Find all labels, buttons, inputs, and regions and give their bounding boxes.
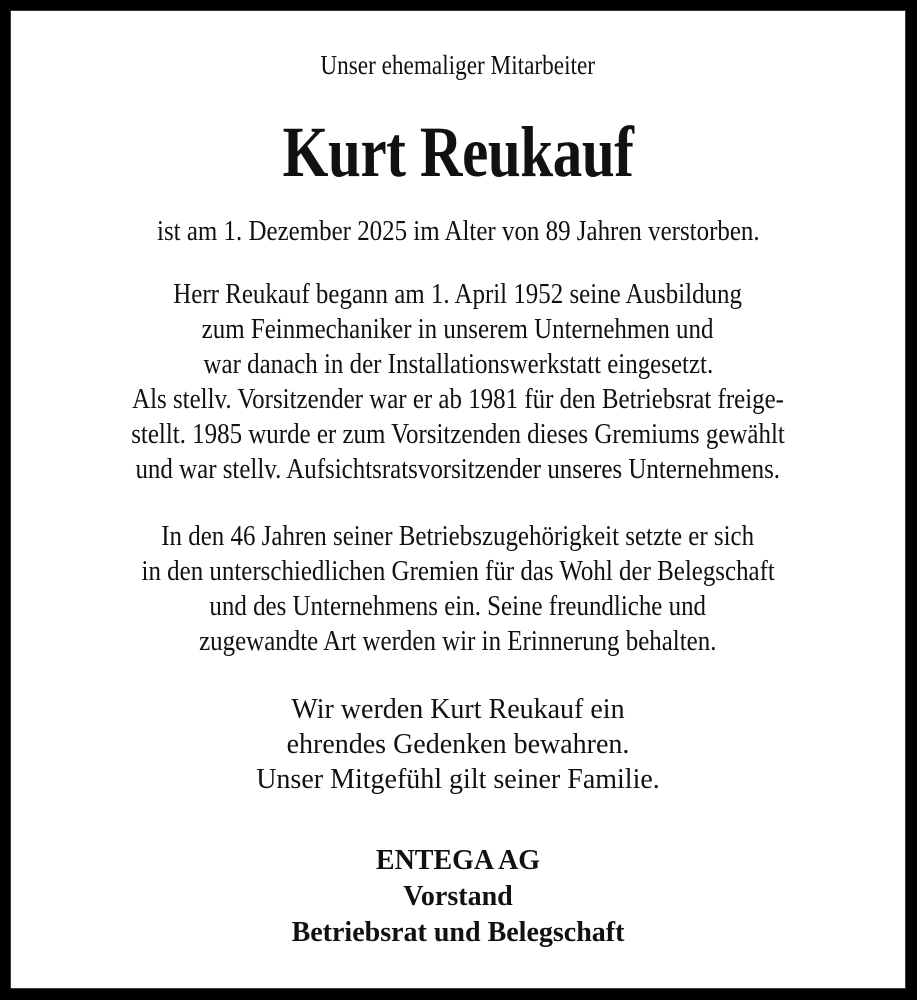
- paragraph-line: [11, 520, 905, 553]
- paragraph-line-text: In den 46 Jahren seiner Betriebszugehörigkeit setzte er sich: [161, 520, 755, 552]
- paragraph-line: [11, 418, 905, 451]
- deceased-name: [11, 111, 905, 194]
- paragraph-line-text: zugewandte Art werden wir in Erinnerung behalten.: [199, 625, 717, 657]
- closing-line: [11, 764, 905, 796]
- obituary-frame: [10, 10, 906, 989]
- paragraph-line: [11, 625, 905, 658]
- paragraph-line: [11, 348, 905, 381]
- paragraph-line-text: und des Unternehmens ein. Seine freundliche und: [209, 590, 707, 622]
- paragraph-line-text: stellt. 1985 wurde er zum Vorsitzenden dieses Gremiums gewählt: [131, 418, 785, 450]
- signature-board: [11, 881, 905, 913]
- paragraph-line-text: Als stellv. Vorsitzender war er ab 1981 für den Betriebsrat freige-: [132, 383, 784, 415]
- closing-line-text: Unser Mitgefühl gilt seiner Familie.: [256, 764, 660, 795]
- paragraph-line: [11, 590, 905, 623]
- signature-staff: [11, 917, 905, 949]
- paragraph-line: [11, 555, 905, 588]
- signature-board-text: Vorstand: [403, 881, 513, 912]
- death-line-text: ist am 1. Dezember 2025 im Alter von 89 Jahren verstorben.: [156, 215, 760, 247]
- death-line: [11, 215, 905, 248]
- paragraph-line-text: und war stellv. Aufsichtsratsvorsitzender unseres Unternehmens.: [135, 453, 781, 485]
- paragraph-line: [11, 313, 905, 346]
- paragraph-line: [11, 383, 905, 416]
- paragraph-line: [11, 453, 905, 486]
- paragraph-line-text: Herr Reukauf begann am 1. April 1952 seine Ausbildung: [173, 278, 743, 310]
- signature-company: [11, 845, 905, 877]
- deceased-name-text: Kurt Reukauf: [282, 112, 634, 192]
- signature-staff-text: Betriebsrat und Belegschaft: [291, 917, 625, 948]
- intro-text: Unser ehemaliger Mitarbeiter: [320, 50, 596, 80]
- paragraph-line: [11, 278, 905, 311]
- closing-line: [11, 694, 905, 726]
- paragraph-line-text: war danach in der Installationswerkstatt eingesetzt.: [203, 348, 713, 380]
- paragraph-line-text: in den unterschiedlichen Gremien für das Wohl der Belegschaft: [141, 555, 775, 587]
- paragraph-line-text: zum Feinmechaniker in unserem Unternehmen und: [202, 313, 714, 345]
- closing-line-text: ehrendes Gedenken bewahren.: [286, 729, 630, 760]
- closing-line-text: Wir werden Kurt Reukauf ein: [291, 694, 625, 725]
- signature-company-text: ENTEGA AG: [375, 845, 541, 876]
- intro-line: [11, 50, 905, 81]
- closing-line: [11, 729, 905, 761]
